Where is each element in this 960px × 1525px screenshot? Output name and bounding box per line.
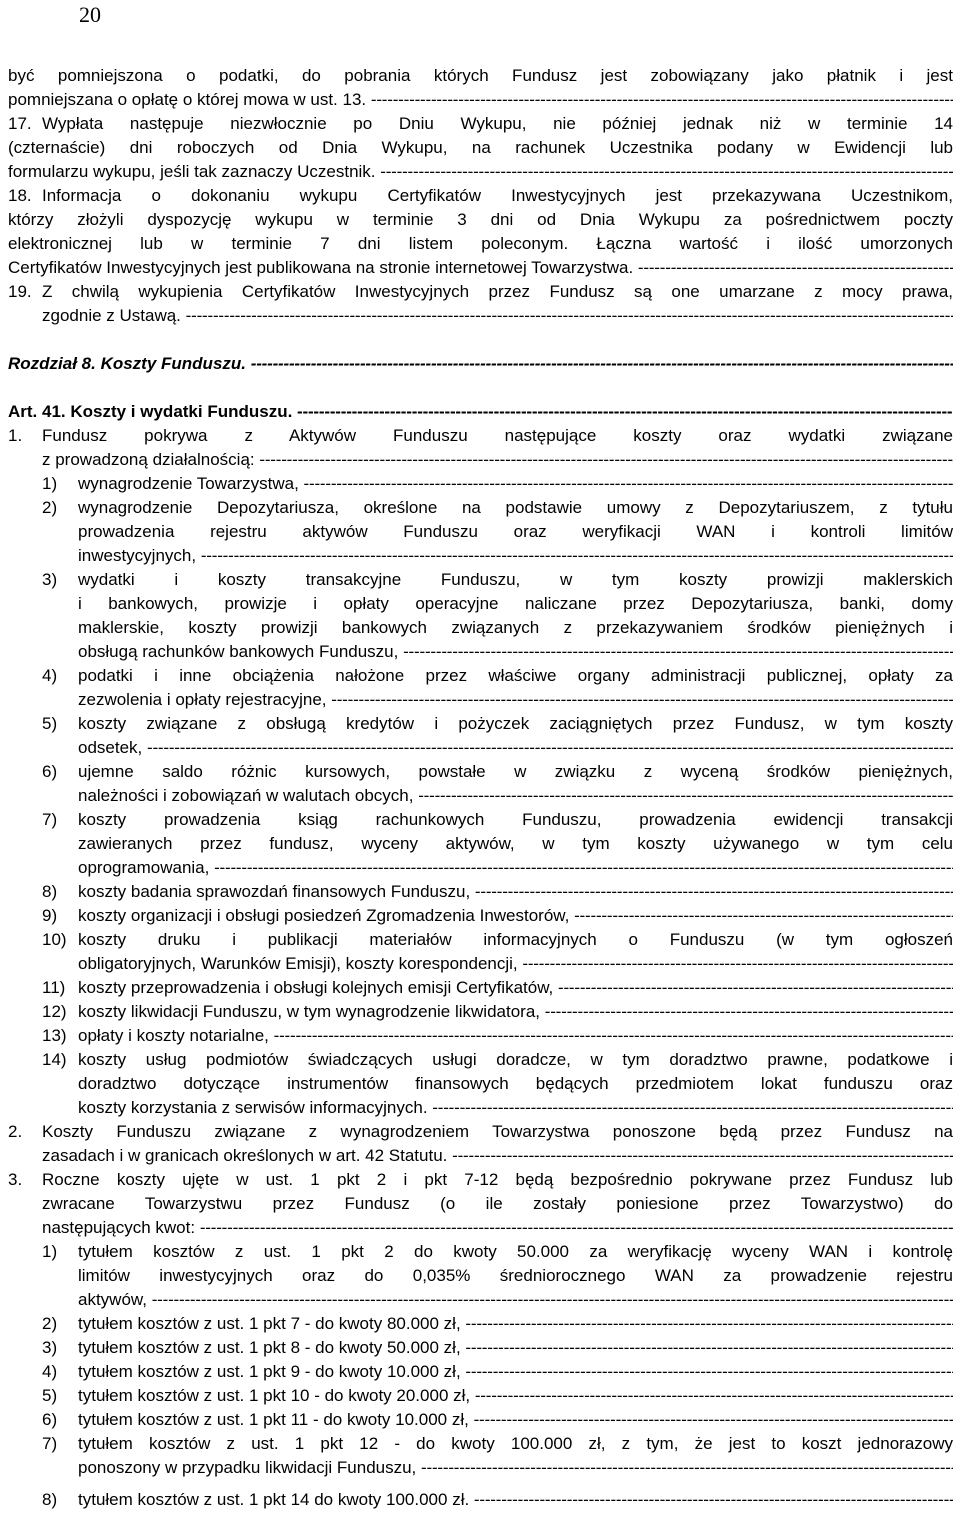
- text-line: [78, 856, 953, 880]
- line-text: pomniejszana o opłatę o której mowa w ust. 13.: [8, 90, 371, 109]
- line-text: tytułem kosztów z ust. 1 pkt 11 - do kwoty 10.000 zł,: [78, 1410, 474, 1429]
- page-number: 20: [79, 2, 101, 27]
- dash-filler: [638, 256, 953, 280]
- line-text: zgodnie z Ustawą.: [42, 306, 186, 325]
- list-item-line: [42, 880, 953, 904]
- line-text: następujących kwot:: [42, 1218, 200, 1237]
- list-number: 1): [42, 474, 58, 493]
- list-number: 2): [42, 498, 58, 517]
- text-line: [78, 544, 953, 568]
- list-item-line: [8, 184, 953, 208]
- text-line: [42, 1192, 953, 1216]
- line-text: koszty korzystania z serwisów informacyjnych.: [78, 1098, 433, 1117]
- dash-filler: [475, 880, 953, 904]
- dash-filler: [274, 1024, 953, 1048]
- list-item-line: [8, 1168, 953, 1192]
- line-text: inwestycyjnych,: [78, 546, 201, 565]
- dash-filler: [574, 904, 953, 928]
- list-item-line: [42, 1432, 953, 1456]
- text-line: [42, 1216, 953, 1240]
- list-number: 3.: [8, 1170, 23, 1189]
- dash-filler: [474, 1488, 953, 1512]
- line-text: tytułem kosztów z ust. 1 pkt 14 do kwoty 100.000 zł.: [78, 1490, 474, 1509]
- line-text: odsetek,: [78, 738, 147, 757]
- line-text: być pomniejszona o podatki, do pobrania których Fundusz jest zobowiązany jako płatnik i jest: [8, 66, 953, 85]
- line-text: maklerskie, koszty prowizji bankowych związanych z przekazywaniem środków pieniężnych i: [78, 618, 953, 637]
- text-line: [8, 136, 953, 160]
- line-text: zezwolenia i opłaty rejestracyjne,: [78, 690, 332, 709]
- list-number: 18.: [8, 186, 32, 205]
- dash-filler: [474, 1408, 953, 1432]
- line-text: koszty organizacji i obsługi posiedzeń Zgromadzenia Inwestorów,: [78, 906, 575, 925]
- line-text: (czternaście) dni roboczych od Dnia Wykupu, na rachunek Uczestnika podany w Ewidencji lub: [8, 138, 953, 157]
- line-text: Certyfikatów Inwestycyjnych jest publikowana na stronie internetowej Towarzystwa.: [8, 258, 638, 277]
- dash-filler: [214, 856, 953, 880]
- line-text: tytułem kosztów z ust. 1 pkt 9 - do kwoty 10.000 zł,: [78, 1362, 466, 1381]
- list-item-line: [42, 1312, 953, 1336]
- line-text: doradztwo dotyczące instrumentów finansowych będących przedmiotem lokat funduszu oraz: [78, 1074, 953, 1093]
- list-item-line: [42, 1048, 953, 1072]
- dash-filler: [418, 784, 953, 808]
- line-text: zwracane Towarzystwu przez Fundusz (o ile zostały poniesione przez Towarzystwo) do: [42, 1194, 953, 1213]
- dash-filler: [380, 160, 953, 184]
- list-item-line: [42, 1336, 953, 1360]
- text-line: [78, 784, 953, 808]
- dash-filler: [465, 1360, 953, 1384]
- line-text: formularzu wykupu, jeśli tak zaznaczy Uczestnik.: [8, 162, 381, 181]
- line-text: Rozdział 8. Koszty Funduszu.: [8, 354, 251, 373]
- list-item-line: [42, 664, 953, 688]
- list-item-line: [42, 1000, 953, 1024]
- line-text: tytułem kosztów z ust. 1 pkt 10 - do kwoty 20.000 zł,: [78, 1386, 475, 1405]
- list-item-line: [42, 808, 953, 832]
- dash-filler: [522, 952, 953, 976]
- list-number: 7): [42, 810, 58, 829]
- line-text: koszty badania sprawozdań finansowych Funduszu,: [78, 882, 475, 901]
- list-number: 10): [42, 930, 67, 949]
- line-text: obligatoryjnych, Warunków Emisji), koszty korespondencji,: [78, 954, 523, 973]
- list-item-line: [42, 712, 953, 736]
- list-item-line: [42, 760, 953, 784]
- line-text: koszty druku i publikacji materiałów informacyjnych o Funduszu (w tym ogłoszeń: [78, 930, 953, 949]
- dash-filler: [465, 1312, 953, 1336]
- dash-filler: [297, 400, 953, 424]
- line-text: Z chwilą wykupienia Certyfikatów Inwestycyjnych przez Fundusz są one umarzane z mocy prawa,: [42, 282, 953, 301]
- list-item-line: [42, 1360, 953, 1384]
- line-text: wynagrodzenie Depozytariusza, określone na podstawie umowy z Depozytariuszem, z tytułu: [78, 498, 953, 517]
- list-item-line: [42, 1240, 953, 1264]
- list-number: 11): [42, 978, 66, 997]
- line-text: ponoszony w przypadku likwidacji Funduszu,: [78, 1458, 422, 1477]
- text-line: [78, 616, 953, 640]
- list-item-line: [8, 112, 953, 136]
- list-number: 2): [42, 1314, 58, 1333]
- list-item-line: [42, 1384, 953, 1408]
- dash-filler: [403, 640, 953, 664]
- text-line: [78, 952, 953, 976]
- text-line: [8, 88, 953, 112]
- dash-filler: [371, 88, 953, 112]
- line-text: koszty usług podmiotów świadczących usługi doradcze, w tym doradztwo prawne, podatkowe i: [78, 1050, 953, 1069]
- list-number: 3): [42, 570, 58, 589]
- text-line: [8, 232, 953, 256]
- text-line: [78, 688, 953, 712]
- list-number: 1): [42, 1242, 58, 1261]
- dash-filler: [475, 1384, 953, 1408]
- line-text: Art. 41. Koszty i wydatki Funduszu.: [8, 402, 298, 421]
- line-text: Roczne koszty ujęte w ust. 1 pkt 2 i pkt 7-12 będą bezpośrednio pokrywane przez Fundusz lub: [42, 1170, 953, 1189]
- list-number: 19.: [8, 282, 32, 301]
- dash-filler: [259, 448, 953, 472]
- line-text: którzy złożyli dyspozycję wykupu w terminie 3 dni od Dnia Wykupu za pośrednictwem poczty: [8, 210, 953, 229]
- line-text: ujemne saldo różnic kursowych, powstałe w związku z wyceną środków pieniężnych,: [78, 762, 953, 781]
- text-line: [78, 1072, 953, 1096]
- line-text: tytułem kosztów z ust. 1 pkt 2 do kwoty 50.000 za weryfikację wyceny WAN i kontrolę: [78, 1242, 953, 1261]
- list-number: 9): [42, 906, 58, 925]
- line-text: z prowadzoną działalnością:: [42, 450, 260, 469]
- line-text: Koszty Funduszu związane z wynagrodzeniem Towarzystwa ponoszone będą przez Fundusz na: [42, 1122, 953, 1141]
- line-text: Informacja o dokonaniu wykupu Certyfikatów Inwestycyjnych jest przekazywana Uczestnikom,: [42, 186, 953, 205]
- list-number: 6): [42, 762, 58, 781]
- dash-filler: [331, 688, 953, 712]
- line-text: podatki i inne obciążenia nałożone przez właściwe organy administracji publicznej, opłaty za: [78, 666, 953, 685]
- dash-filler: [545, 1000, 953, 1024]
- list-number: 5): [42, 1386, 58, 1405]
- text-line: [78, 1264, 953, 1288]
- dash-filler: [465, 1336, 953, 1360]
- line-text: aktywów,: [78, 1290, 152, 1309]
- text-line: [8, 64, 953, 88]
- text-line: [42, 304, 953, 328]
- line-text: koszty likwidacji Funduszu, w tym wynagrodzenie likwidatora,: [78, 1002, 545, 1021]
- line-text: Wypłata następuje niezwłocznie po Dniu Wykupu, nie później jednak niż w terminie 14: [42, 114, 953, 133]
- list-number: 17.: [8, 114, 32, 133]
- line-text: obsługą rachunków bankowych Funduszu,: [78, 642, 404, 661]
- line-text: Fundusz pokrywa z Aktywów Funduszu następujące koszty oraz wydatki związane: [42, 426, 953, 445]
- dash-filler: [421, 1456, 953, 1480]
- list-number: 6): [42, 1410, 58, 1429]
- list-item-line: [42, 1488, 953, 1512]
- list-item-line: [42, 496, 953, 520]
- list-number: 3): [42, 1338, 58, 1357]
- dash-filler: [452, 1144, 953, 1168]
- line-text: wynagrodzenie Towarzystwa,: [78, 474, 304, 493]
- line-text: koszty przeprowadzenia i obsługi kolejnych emisji Certyfikatów,: [78, 978, 558, 997]
- list-number: 4): [42, 666, 58, 685]
- list-number: 2.: [8, 1122, 23, 1141]
- line-text: prowadzenia rejestru aktywów Funduszu oraz weryfikacji WAN i kontroli limitów: [78, 522, 953, 541]
- dash-filler: [147, 736, 953, 760]
- dash-filler: [304, 472, 953, 496]
- list-number: 4): [42, 1362, 58, 1381]
- line-text: tytułem kosztów z ust. 1 pkt 8 - do kwoty 50.000 zł,: [78, 1338, 466, 1357]
- text-line: [78, 520, 953, 544]
- list-item-line: [42, 1408, 953, 1432]
- list-item-line: [42, 928, 953, 952]
- list-item-line: [42, 976, 953, 1000]
- line-text: opłaty i koszty notarialne,: [78, 1026, 274, 1045]
- line-text: i bankowych, prowizje i opłaty operacyjne naliczane przez Depozytariusza, banki, domy: [78, 594, 953, 613]
- dash-filler: [558, 976, 953, 1000]
- list-item-line: [8, 424, 953, 448]
- line-text: koszty prowadzenia ksiąg rachunkowych Funduszu, prowadzenia ewidencji transakcji: [78, 810, 953, 829]
- text-line: [8, 160, 953, 184]
- list-item-line: [42, 472, 953, 496]
- line-text: zawieranych przez fundusz, wyceny aktywów, w tym koszty używanego w tym celu: [78, 834, 953, 853]
- line-text: koszty związane z obsługą kredytów i pożyczek zaciągniętych przez Fundusz, w tym koszty: [78, 714, 953, 733]
- list-number: 8): [42, 1490, 58, 1509]
- line-text: tytułem kosztów z ust. 1 pkt 12 - do kwoty 100.000 zł, z tym, że jest to koszt jednorazowy: [78, 1434, 953, 1453]
- text-line: [8, 400, 953, 424]
- text-line: [78, 1288, 953, 1312]
- dash-filler: [201, 544, 953, 568]
- text-line: [8, 352, 953, 376]
- line-text: należności i zobowiązań w walutach obcych,: [78, 786, 419, 805]
- text-line: [78, 832, 953, 856]
- text-line: [8, 208, 953, 232]
- list-number: 5): [42, 714, 58, 733]
- list-item-line: [42, 904, 953, 928]
- text-line: [78, 592, 953, 616]
- line-text: oprogramowania,: [78, 858, 215, 877]
- text-line: [78, 736, 953, 760]
- list-number: 8): [42, 882, 58, 901]
- list-item-line: [42, 1024, 953, 1048]
- text-line: [78, 640, 953, 664]
- text-line: [8, 256, 953, 280]
- dash-filler: [152, 1288, 953, 1312]
- line-text: tytułem kosztów z ust. 1 pkt 7 - do kwoty 80.000 zł,: [78, 1314, 466, 1333]
- dash-filler: [186, 304, 953, 328]
- list-number: 1.: [8, 426, 23, 445]
- dash-filler: [200, 1216, 953, 1240]
- line-text: limitów inwestycyjnych oraz do 0,035% średniorocznego WAN za prowadzenie rejestru: [78, 1266, 953, 1285]
- dash-filler: [432, 1096, 953, 1120]
- list-number: 7): [42, 1434, 58, 1453]
- text-line: [78, 1096, 953, 1120]
- text-line: [42, 448, 953, 472]
- list-number: 12): [42, 1002, 67, 1021]
- list-number: 14): [42, 1050, 67, 1069]
- line-text: zasadach i w granicach określonych w art. 42 Statutu.: [42, 1146, 453, 1165]
- text-line: [78, 1456, 953, 1480]
- list-item-line: [42, 568, 953, 592]
- dash-filler: [251, 352, 953, 376]
- list-number: 13): [42, 1026, 67, 1045]
- list-item-line: [8, 1120, 953, 1144]
- line-text: elektronicznej lub w terminie 7 dni listem poleconym. Łączna wartość i ilość umorzonych: [8, 234, 953, 253]
- line-text: wydatki i koszty transakcyjne Funduszu, w tym koszty prowizji maklerskich: [78, 570, 953, 589]
- list-item-line: [8, 280, 953, 304]
- text-line: [42, 1144, 953, 1168]
